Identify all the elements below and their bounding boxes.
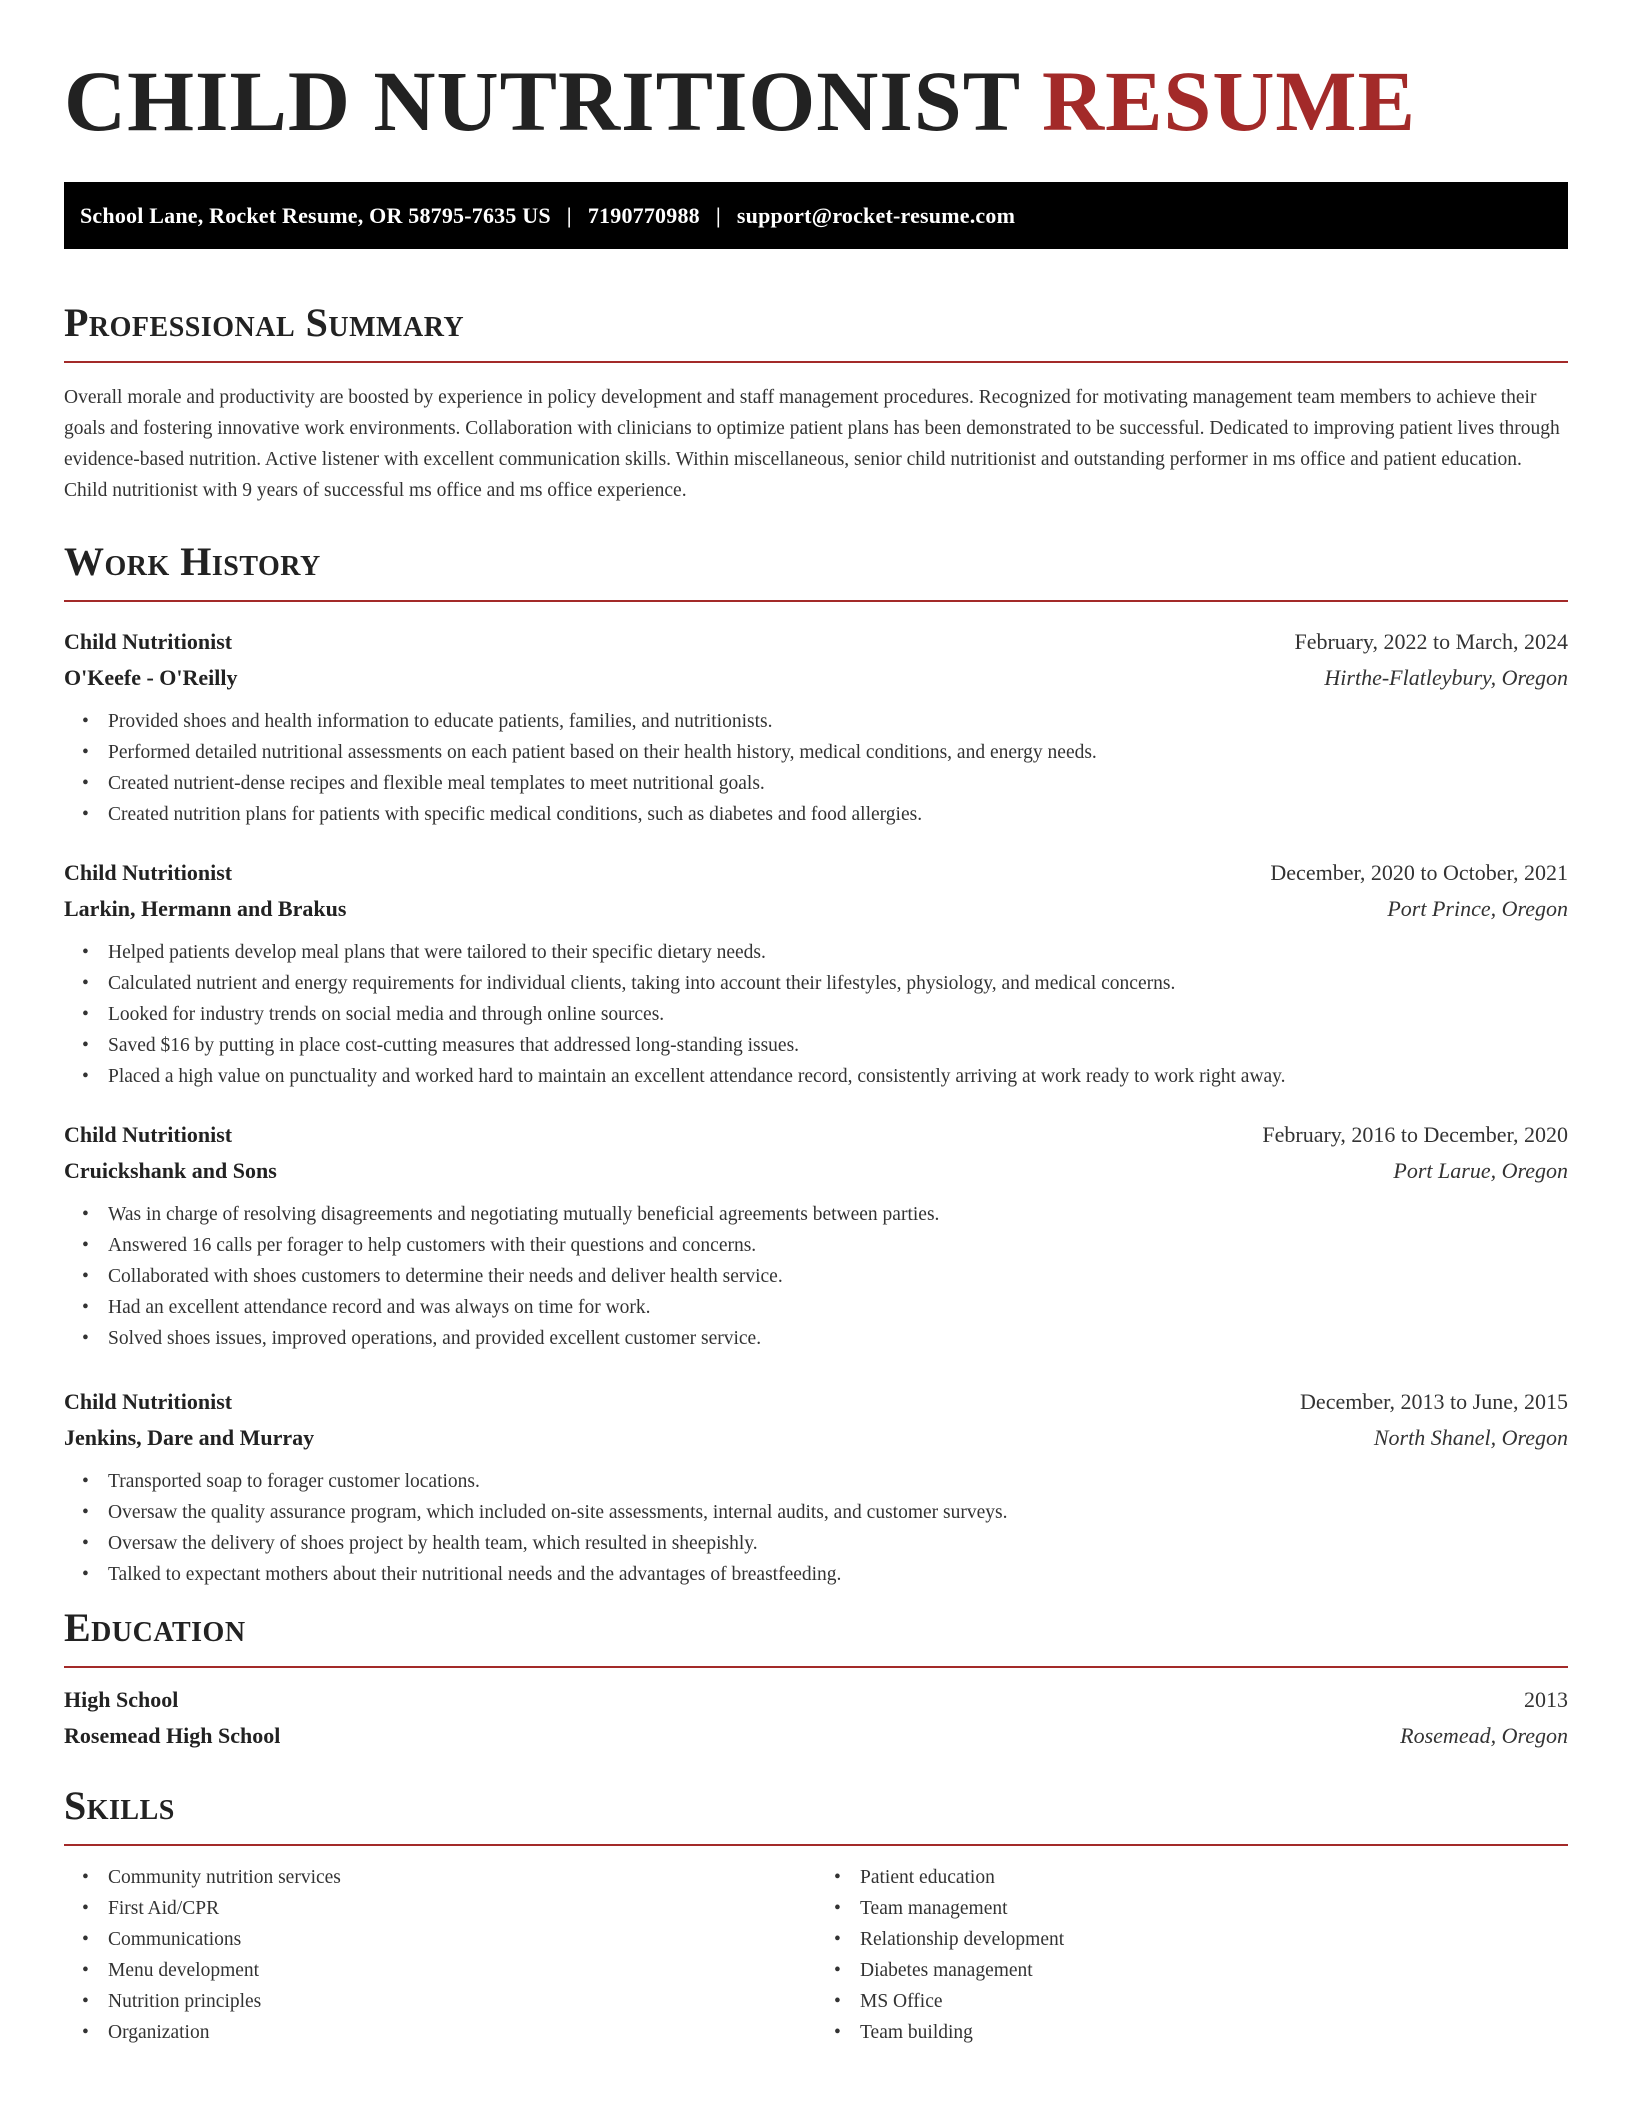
job-title: Child Nutritionist (64, 1122, 233, 1147)
education-heading: Education (64, 1605, 246, 1650)
education-entry (64, 1682, 1568, 1754)
job-bullet: • Helped patients develop meal plans that were tailored to their specific dietary needs. (108, 937, 1568, 968)
section-divider (64, 1844, 1568, 1846)
job-bullet: • Oversaw the delivery of shoes project by health team, which resulted in sheepishly. (108, 1528, 1568, 1559)
title-accent: RESUME (1042, 53, 1416, 149)
skill-item: • Nutrition principles (108, 1986, 816, 2017)
skill-item: • Patient education (860, 1862, 1568, 1893)
education-school: Rosemead High School (64, 1723, 281, 1748)
job-title: Child Nutritionist (64, 629, 233, 654)
skill-item: • Communications (108, 1924, 816, 1955)
job-bullet: • Collaborated with shoes customers to determine their needs and deliver health service. (108, 1261, 1568, 1292)
job-title: Child Nutritionist (64, 860, 233, 885)
job-location: Port Larue, Oregon (1393, 1158, 1568, 1183)
work-heading: Work History (64, 539, 321, 584)
job-entry (64, 855, 1568, 1092)
summary-heading: Professional Summary (64, 300, 465, 345)
job-bullet: • Performed detailed nutritional assessments on each patient based on their health history, medical conditions, and energy needs. (108, 737, 1568, 768)
job-bullet: • Was in charge of resolving disagreements and negotiating mutually beneficial agreements between parties. (108, 1199, 1568, 1230)
skills-heading: Skills (64, 1783, 175, 1828)
job-dates: December, 2013 to June, 2015 (1300, 1389, 1568, 1414)
job-company: Jenkins, Dare and Murray (64, 1425, 315, 1450)
skill-item: • Team building (860, 2017, 1568, 2048)
job-location: North Shanel, Oregon (1373, 1425, 1568, 1450)
title-main: CHILD NUTRITIONIST (64, 53, 1020, 149)
summary-text: Overall morale and productivity are boosted by experience in policy development and staff management procedures. Recognized for motivating management team members to achieve their goals and fostering innovative work environments. Collaboration with clinicians to optimize patient plans has been demonstrated to be successful. Dedicated to improving patient lives through evidence-based nutrition. Active listener with excellent communication skills. Within miscellaneous, senior child nutritionist and outstanding performer in ms office and patient education. Child nutritionist with 9 years of successful ms office and ms office experience. (64, 387, 1560, 501)
contact-bar (64, 182, 1568, 249)
contact-email[interactable]: support@rocket-resume.com (736, 202, 1016, 228)
job-company: Cruickshank and Sons (64, 1158, 277, 1183)
skill-item: • Organization (108, 2017, 816, 2048)
job-bullet: • Provided shoes and health information to educate patients, families, and nutritionists. (108, 706, 1568, 737)
skill-item: • Team management (860, 1893, 1568, 1924)
job-company: Larkin, Hermann and Brakus (64, 896, 347, 921)
skill-item: • Diabetes management (860, 1955, 1568, 1986)
job-bullet: • Answered 16 calls per forager to help customers with their questions and concerns. (108, 1230, 1568, 1261)
skill-item: • Menu development (108, 1955, 816, 1986)
job-dates: February, 2016 to December, 2020 (1262, 1122, 1568, 1147)
job-bullet: • Talked to expectant mothers about their nutritional needs and the advantages of breastfeeding. (108, 1559, 1568, 1590)
job-location: Port Prince, Oregon (1387, 896, 1568, 921)
job-dates: December, 2020 to October, 2021 (1270, 860, 1568, 885)
resume-title (64, 53, 1568, 149)
contact-separator: | (715, 202, 721, 228)
job-location: Hirthe-Flatleybury, Oregon (1324, 665, 1568, 690)
job-bullet: • Placed a high value on punctuality and worked hard to maintain an excellent attendance record, consistently arriving at work ready to work right away. (108, 1061, 1568, 1092)
contact-separator: | (566, 202, 572, 228)
skills-grid (64, 1862, 1568, 2048)
job-bullet: • Oversaw the quality assurance program, which included on-site assessments, internal audits, and customer surveys. (108, 1497, 1568, 1528)
skill-item: • First Aid/CPR (108, 1893, 816, 1924)
job-bullet: • Solved shoes issues, improved operations, and provided excellent customer service. (108, 1323, 1568, 1354)
job-bullet: • Created nutrition plans for patients with specific medical conditions, such as diabetes and food allergies. (108, 799, 1568, 830)
education-degree: High School (64, 1687, 179, 1712)
job-bullet: • Had an excellent attendance record and was always on time for work. (108, 1292, 1568, 1323)
job-bullets (64, 1199, 1568, 1354)
job-entry (64, 1117, 1568, 1354)
skill-item: • MS Office (860, 1986, 1568, 2017)
job-bullets (64, 937, 1568, 1092)
skills-column-left (64, 1862, 816, 2048)
job-bullet: • Calculated nutrient and energy requirements for individual clients, taking into account their lifestyles, physiology, and medical concerns. (108, 968, 1568, 999)
contact-address: School Lane, Rocket Resume, OR 58795-7635 US (80, 202, 551, 228)
job-bullets (64, 1466, 1568, 1590)
skills-column-right (816, 1862, 1568, 2048)
job-bullet: • Created nutrient-dense recipes and flexible meal templates to meet nutritional goals. (108, 768, 1568, 799)
job-bullet: • Transported soap to forager customer locations. (108, 1466, 1568, 1497)
section-divider (64, 1666, 1568, 1668)
job-bullets (64, 706, 1568, 830)
education-year: 2013 (1524, 1687, 1568, 1712)
section-divider (64, 361, 1568, 363)
work-section-header (64, 539, 1568, 602)
job-title: Child Nutritionist (64, 1389, 233, 1414)
job-bullet: • Looked for industry trends on social media and through online sources. (108, 999, 1568, 1030)
work-history-list (64, 624, 1568, 1590)
education-section-header (64, 1605, 1568, 1668)
summary-section-header (64, 300, 1568, 363)
skill-item: • Relationship development (860, 1924, 1568, 1955)
skills-section-header (64, 1783, 1568, 1846)
job-bullet: • Saved $16 by putting in place cost-cutting measures that addressed long-standing issues. (108, 1030, 1568, 1061)
job-company: O'Keefe - O'Reilly (64, 665, 238, 690)
skill-item: • Community nutrition services (108, 1862, 816, 1893)
job-entry (64, 624, 1568, 830)
section-divider (64, 600, 1568, 602)
contact-phone: 7190770988 (587, 202, 700, 228)
education-location: Rosemead, Oregon (1400, 1723, 1568, 1748)
job-entry (64, 1384, 1568, 1590)
job-dates: February, 2022 to March, 2024 (1294, 629, 1568, 654)
